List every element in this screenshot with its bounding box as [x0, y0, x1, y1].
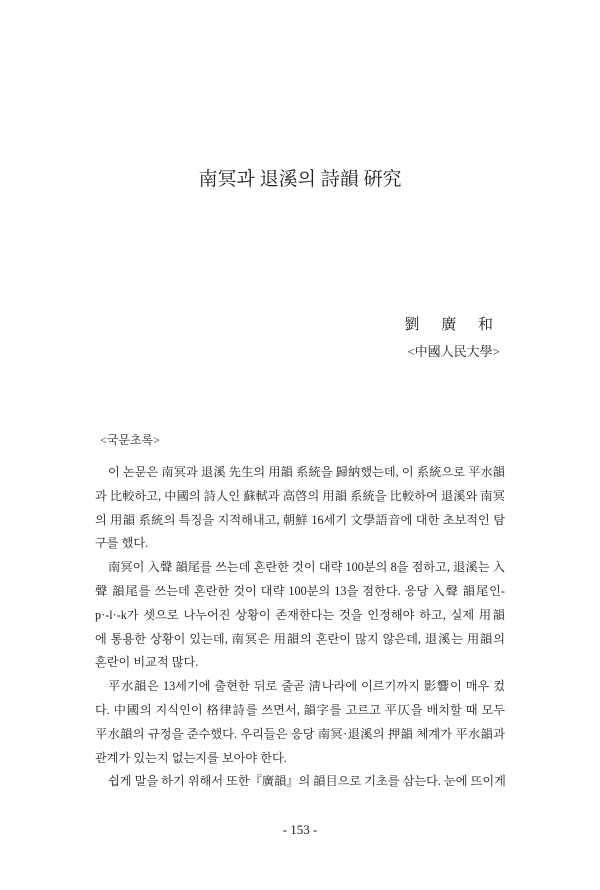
- abstract-line: 에 통용한 상황이 있는데, 南冥은 用韻의 혼란이 많지 않은데, 退溪는 用韻의: [95, 631, 505, 646]
- abstract-paragraph: [95, 770, 505, 794]
- author-affiliation: <中國人民大學>: [407, 344, 500, 359]
- paper-title: 南冥과 退溪의 詩韻 硏究: [198, 169, 402, 190]
- abstract-line: 혼란이 비교적 많다.: [95, 655, 199, 670]
- abstract-line: 구를 했다.: [95, 536, 149, 551]
- abstract-line: p·-l·-k가 셋으로 나누어진 상황이 존재한다는 것을 인정해야 하고, 실제 用韻: [95, 607, 505, 622]
- abstract-heading: <국문초록>: [100, 433, 160, 447]
- abstract-paragraph: [95, 675, 505, 770]
- abstract-line: 聲 韻尾를 쓰는데 혼란한 것이 대략 100분의 13을 점한다. 응당 入聲 韻尾인-: [95, 583, 505, 598]
- abstract-paragraph: [95, 461, 505, 556]
- abstract-line: 南冥이 入聲 韻尾를 쓰는데 혼란한 것이 대략 100분의 8을 점하고, 退溪는 入: [108, 560, 505, 575]
- abstract-line: 平水韻은 13세기에 출현한 뒤로 줄곧 淸나라에 이르기까지 影響이 매우 컸: [108, 679, 505, 694]
- abstract-line: 과 比較하고, 中國의 詩人인 蘇軾과 高啓의 用韻 系統을 比較하여 退溪와 南冥: [95, 488, 505, 503]
- abstract-line: 의 用韻 系統의 특징을 지적해내고, 朝鮮 16세기 文學語音에 대한 초보적인 탐: [95, 512, 505, 527]
- abstract-paragraph: [95, 556, 505, 675]
- abstract-line: 이 논문은 南冥과 退溪 先生의 用韻 系統을 歸納했는데, 이 系統으로 平水韻: [108, 465, 505, 479]
- abstract-line: 관계가 있는지 없는지를 보아야 한다.: [95, 750, 287, 765]
- page-number: - 153 -: [282, 822, 318, 837]
- abstract-line: 平水韻의 규정을 준수했다. 우리들은 응당 南冥·退溪의 押韻 체계가 平水韻과: [95, 726, 505, 741]
- abstract-body: [95, 461, 505, 794]
- author-name: 劉 廣 和: [404, 317, 495, 333]
- abstract-line: 다. 中國의 지식인이 格律詩를 쓰면서, 韻字를 고르고 平仄을 배치할 때 모두: [95, 702, 505, 717]
- abstract-line: 쉽게 말을 하기 위해서 또한『廣韻』의 韻目으로 기초를 삼는다. 눈에 뜨이게: [108, 774, 506, 789]
